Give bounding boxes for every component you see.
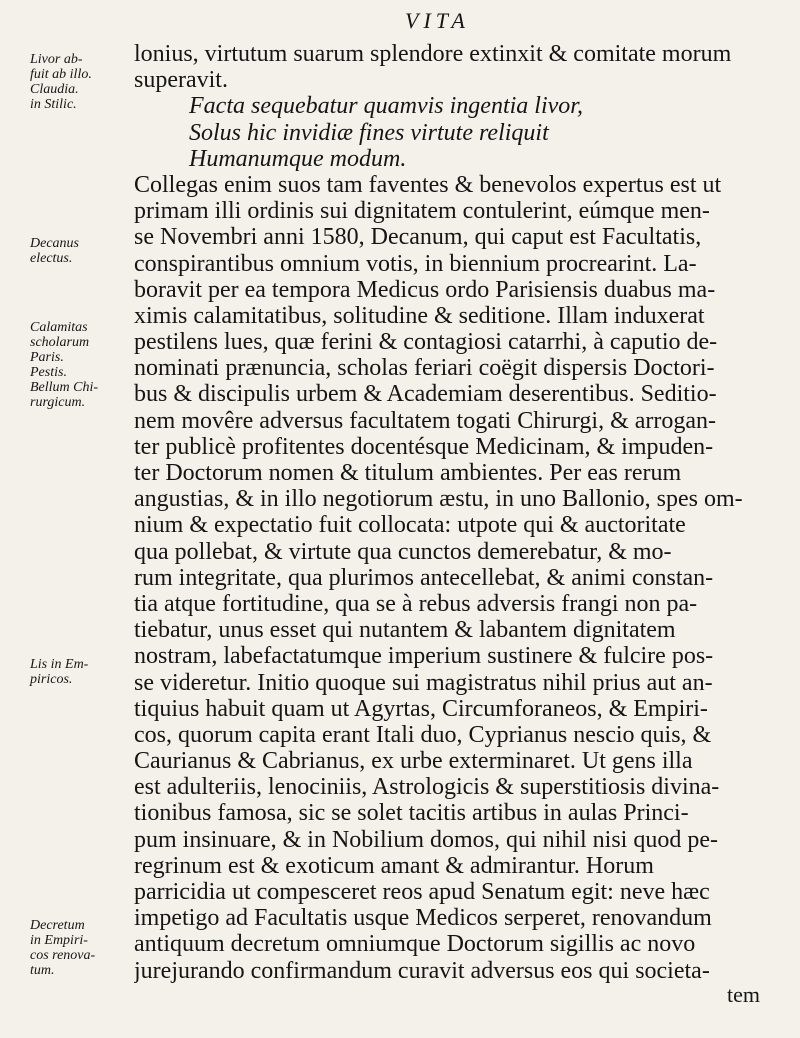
verse-line: Humanumque modum. [189,145,407,172]
margin-note-line: tum. [30,963,55,978]
text-line: tiebatur, unus esset qui nutantem & labantem dignitatem [134,617,676,644]
margin-note-line: Paris. [30,350,64,365]
text-line: nominati prænuncia, scholas feriari coëgit dispersis Doctori- [134,355,715,382]
margin-note-line: scholarum [30,335,90,350]
text-line: pestilens lues, quæ ferini & contagiosi catarrhi, à caputio de- [134,329,718,356]
margin-note-line: Bellum Chi- [30,380,99,395]
text-line: Caurianus & Cabrianus, ex urbe exterminaret. Ut gens illa [134,748,693,775]
margin-note-calamitas [30,320,125,410]
margin-note-decanus [30,236,125,266]
margin-note-line: in Stilic. [30,97,77,112]
paragraph [134,172,764,984]
text-line: superavit. [134,67,228,94]
margin-note-livor [30,52,125,112]
text-line: est adulteriis, lenociniis, Astrologicis & superstitiosis divina- [134,774,720,801]
text-line: rum integritate, qua plurimos antecellebat, & animi constan- [134,564,714,591]
text-line: ter Doctorum nomen & titulum ambientes. Per eas rerum [134,460,682,486]
margin-note-decretum [30,918,125,978]
margin-note-lis [30,657,125,687]
text-line: Collegas enim suos tam faventes & benevolos expertus est ut [134,171,722,198]
text-line: parricidia ut compesceret reos apud Senatum egit: neve hæc [134,879,710,905]
margin-note-line: piricos. [30,672,73,687]
text-line: impetigo ad Facultatis usque Medicos serperet, renovandum [134,905,712,932]
text-line: tionibus famosa, sic se solet tacitis artibus in aulas Princi- [134,800,689,827]
text-line: conspirantibus omnium votis, in biennium procrearint. La- [134,250,697,277]
main-text [134,41,764,984]
text-line: pum insinuare, & in Nobilium domos, qui nihil nisi quod pe- [134,826,718,853]
text-line: nium & expectatio fuit collocata: utpote qui & auctoritate [134,512,686,539]
text-line: antiquum decretum omniumque Doctorum sigillis ac novo [134,931,696,958]
margin-note-line: Decanus [30,236,79,251]
margin-note-line: Calamitas [30,320,88,335]
catchword: tem [727,982,760,1007]
text-line: se videretur. Initio quoque sui magistratus nihil prius aut an- [134,669,713,696]
margin-note-line: Claudia. [30,82,79,97]
margin-note-line: in Empiri- [30,933,88,948]
text-line: angustias, & in illo negotiorum æstu, in uno Ballonio, spes om- [134,486,743,513]
text-line: bus & discipulis urbem & Academiam deserentibus. Seditio- [134,381,717,408]
text-line: ter publicè profitentes docentésque Medicinam, & impuden- [134,433,714,460]
text-line: nostram, labefactatumque imperium sustinere & fulcire pos- [134,643,714,670]
margin-note-line: cos renova- [30,948,96,963]
text-line: ximis calamitatibus, solitudine & seditione. Illam induxerat [134,302,705,329]
margin-note-line: electus. [30,251,73,266]
text-line: primam illi ordinis sui dignitatem contulerint, eúmque men- [134,198,710,225]
margin-note-line: Livor ab- [30,52,83,67]
text-line: tia atque fortitudine, qua se à rebus adversis frangi non pa- [134,590,698,617]
verse-line: Facta sequebatur quamvis ingentia livor, [189,93,583,120]
text-line: nem movêre adversus facultatem togati Chirurgi, & arrogan- [134,407,717,434]
text-line: cos, quorum capita erant Itali duo, Cyprianus nescio quis, & [134,721,712,748]
text-line: boravit per ea tempora Medicus ordo Parisiensis duabus ma- [134,276,716,303]
margin-note-line: Lis in Em- [30,657,89,672]
verse-line: Solus hic invidiæ fines virtute reliquit [189,119,549,146]
running-head: VITA [405,8,470,33]
text-line: regrinum est & exoticum amant & admirantur. Horum [134,852,654,879]
margin-note-line: Pestis. [30,365,67,380]
margin-note-line: rurgicum. [30,395,86,410]
text-line: se Novembri anni 1580, Decanum, qui caput est Facultatis, [134,224,702,251]
text-line: lonius, virtutum suarum splendore extinxit & comitate morum [134,41,732,67]
text-line: qua pollebat, & virtute qua cunctos demerebatur, & mo- [134,538,672,565]
margin-note-line: Decretum [30,918,85,933]
text-line: tiquius habuit quam ut Agyrtas, Circumforaneos, & Empiri- [134,695,708,722]
margin-note-line: fuit ab illo. [30,67,92,82]
text-line: jurejurando confirmandum curavit adversus eos qui societa- [134,957,710,984]
